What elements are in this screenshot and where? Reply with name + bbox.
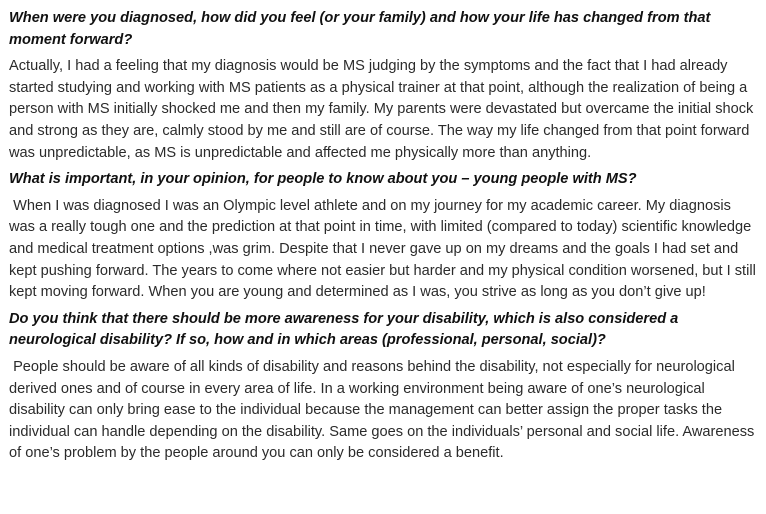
question-awareness: Do you think that there should be more awareness for your disability, which is also considered a neurological disability? If so, how and in which areas (professional, personal, social)? [9,310,679,349]
answer-awareness: People should be aware of all kinds of disability and reasons behind the disability, not especially for neurological derived ones and of course in every area of life. In a working environment being aware of one’s neurological disability can only bring ease to the individual because the management can better assign the proper tasks the individual can handle depending on the disability. Same goes on the individuals’ personal and social life. Awareness of one’s problem by the people around you can only be considered a benefit. [9,358,759,462]
question-diagnosis: When were you diagnosed, how did you feel (or your family) and how your life has changed from that moment forward? [9,10,711,48]
answer-what-to-know: When I was diagnosed I was an Olympic level athlete and on my journey for my academic career. My diagnosis was a really tough one and the prediction at that point in time, with limited (compared to today) scientific knowledge and medical treatment options ,was grim. Despite that I never gave up on my dreams and the goals I had set and kept pushing forward. The years to come where not easier but harder and my physical condition worsened, but I still kept moving forward. When you are young and determined as I was, you strive as long as you don’t give up! [9,197,760,301]
interview-document [9,8,759,470]
answer-diagnosis: Actually, I had a feeling that my diagnosis would be MS judging by the symptoms and the fact that I had already started studying and working with MS patients as a physical trainer at that point, although the realization of being a person with MS initially shocked me and then my family. My parents were devastated but overcame the initial shock and strong as they are, calmly stood by me and still are of course. The way my life changed from that point forward was unpredictable, as MS is unpredictable and affected me physically more than anything. [9,58,758,161]
question-what-to-know: What is important, in your opinion, for people to know about you – young people with MS? [9,171,637,188]
